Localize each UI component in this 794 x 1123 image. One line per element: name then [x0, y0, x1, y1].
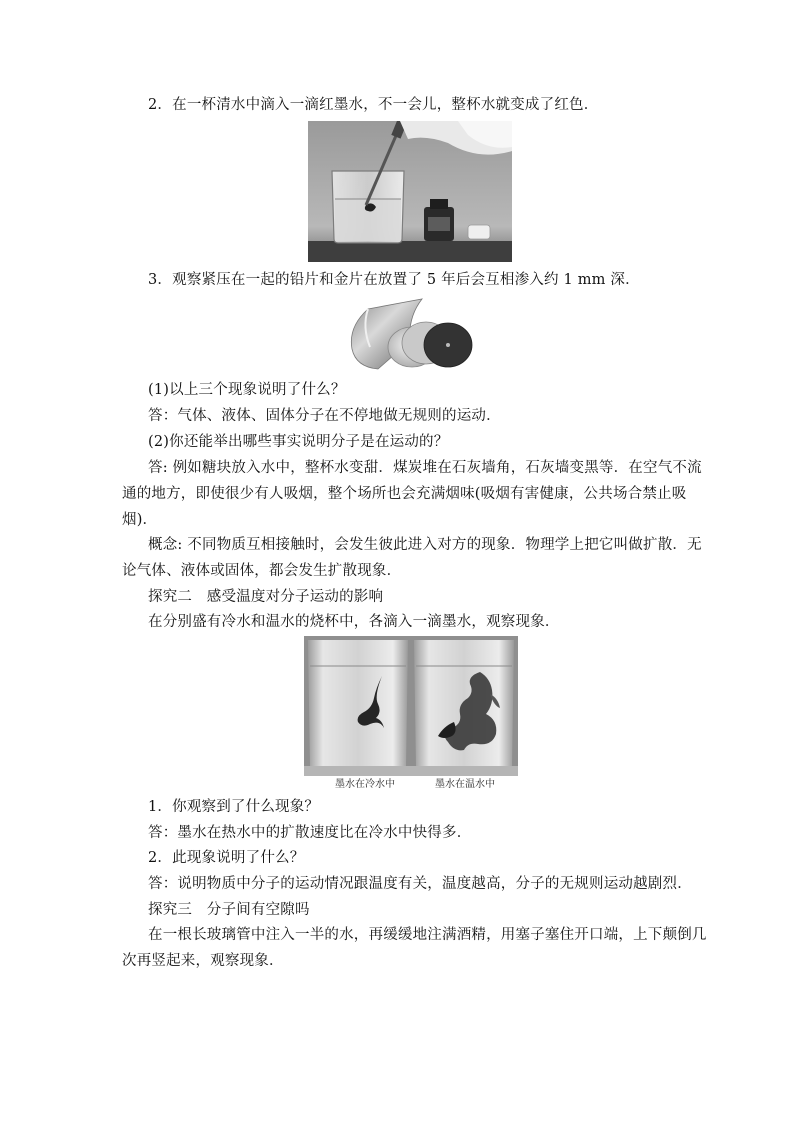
concept-line-1: 概念: 不同物质互相接触时，会发生彼此进入对方的现象．物理学上把它叫做扩散．无 [148, 537, 702, 553]
explore-3-line-2: 次再竖起来，观察现象． [122, 953, 284, 969]
lead-gold-photo [348, 297, 474, 373]
question-1: (1)以上三个现象说明了什么？ [148, 382, 346, 398]
concept-line-2: 论气体、液体或固体，都会发生扩散现象． [122, 563, 402, 579]
answer-2-line-3: 烟)． [122, 512, 158, 528]
item-2-text: 2．在一杯清水中滴入一滴红墨水，不一会儿，整杯水就变成了红色． [148, 97, 599, 113]
explore-3-heading: 探究三 分子间有空隙吗 [148, 902, 310, 918]
explore-3-line-1: 在一根长玻璃管中注入一半的水，再缓缓地注满酒精，用塞子塞住开口端，上下颠倒几 [148, 927, 707, 943]
explore-2-answer-2: 答：说明物质中分子的运动情况跟温度有关，温度越高，分子的无规则运动越剧烈． [148, 876, 692, 892]
ink-drop-photo [308, 121, 512, 262]
answer-2-line-2: 通的地方，即使很少有人吸烟，整个场所也会充满烟味(吸烟有害健康，公共场合禁止吸 [122, 486, 687, 502]
answer-2-line-1: 答: 例如糖块放入水中，整杯水变甜．煤炭堆在石灰墙角，石灰墙变黑等．在空气不流 [148, 460, 702, 476]
caption-cold-water: 墨水在冷水中 [335, 779, 395, 790]
caption-warm-water: 墨水在温水中 [435, 779, 495, 790]
explore-2-intro: 在分别盛有冷水和温水的烧杯中，各滴入一滴墨水，观察现象． [148, 614, 560, 630]
explore-2-question-2: 2．此现象说明了什么？ [148, 850, 305, 866]
answer-1: 答：气体、液体、固体分子在不停地做无规则的运动． [148, 408, 501, 424]
item-3-text: 3．观察紧压在一起的铅片和金片在放置了 5 年后会互相渗入约 1 mm 深． [148, 272, 640, 288]
explore-2-question-1: 1．你观察到了什么现象？ [148, 799, 320, 815]
explore-2-answer-1: 答：墨水在热水中的扩散速度比在冷水中快得多． [148, 825, 472, 841]
cold-warm-beakers-photo [304, 636, 518, 776]
question-2: (2)你还能举出哪些事实说明分子是在运动的？ [148, 434, 449, 450]
explore-2-heading: 探究二 感受温度对分子运动的影响 [148, 589, 384, 605]
